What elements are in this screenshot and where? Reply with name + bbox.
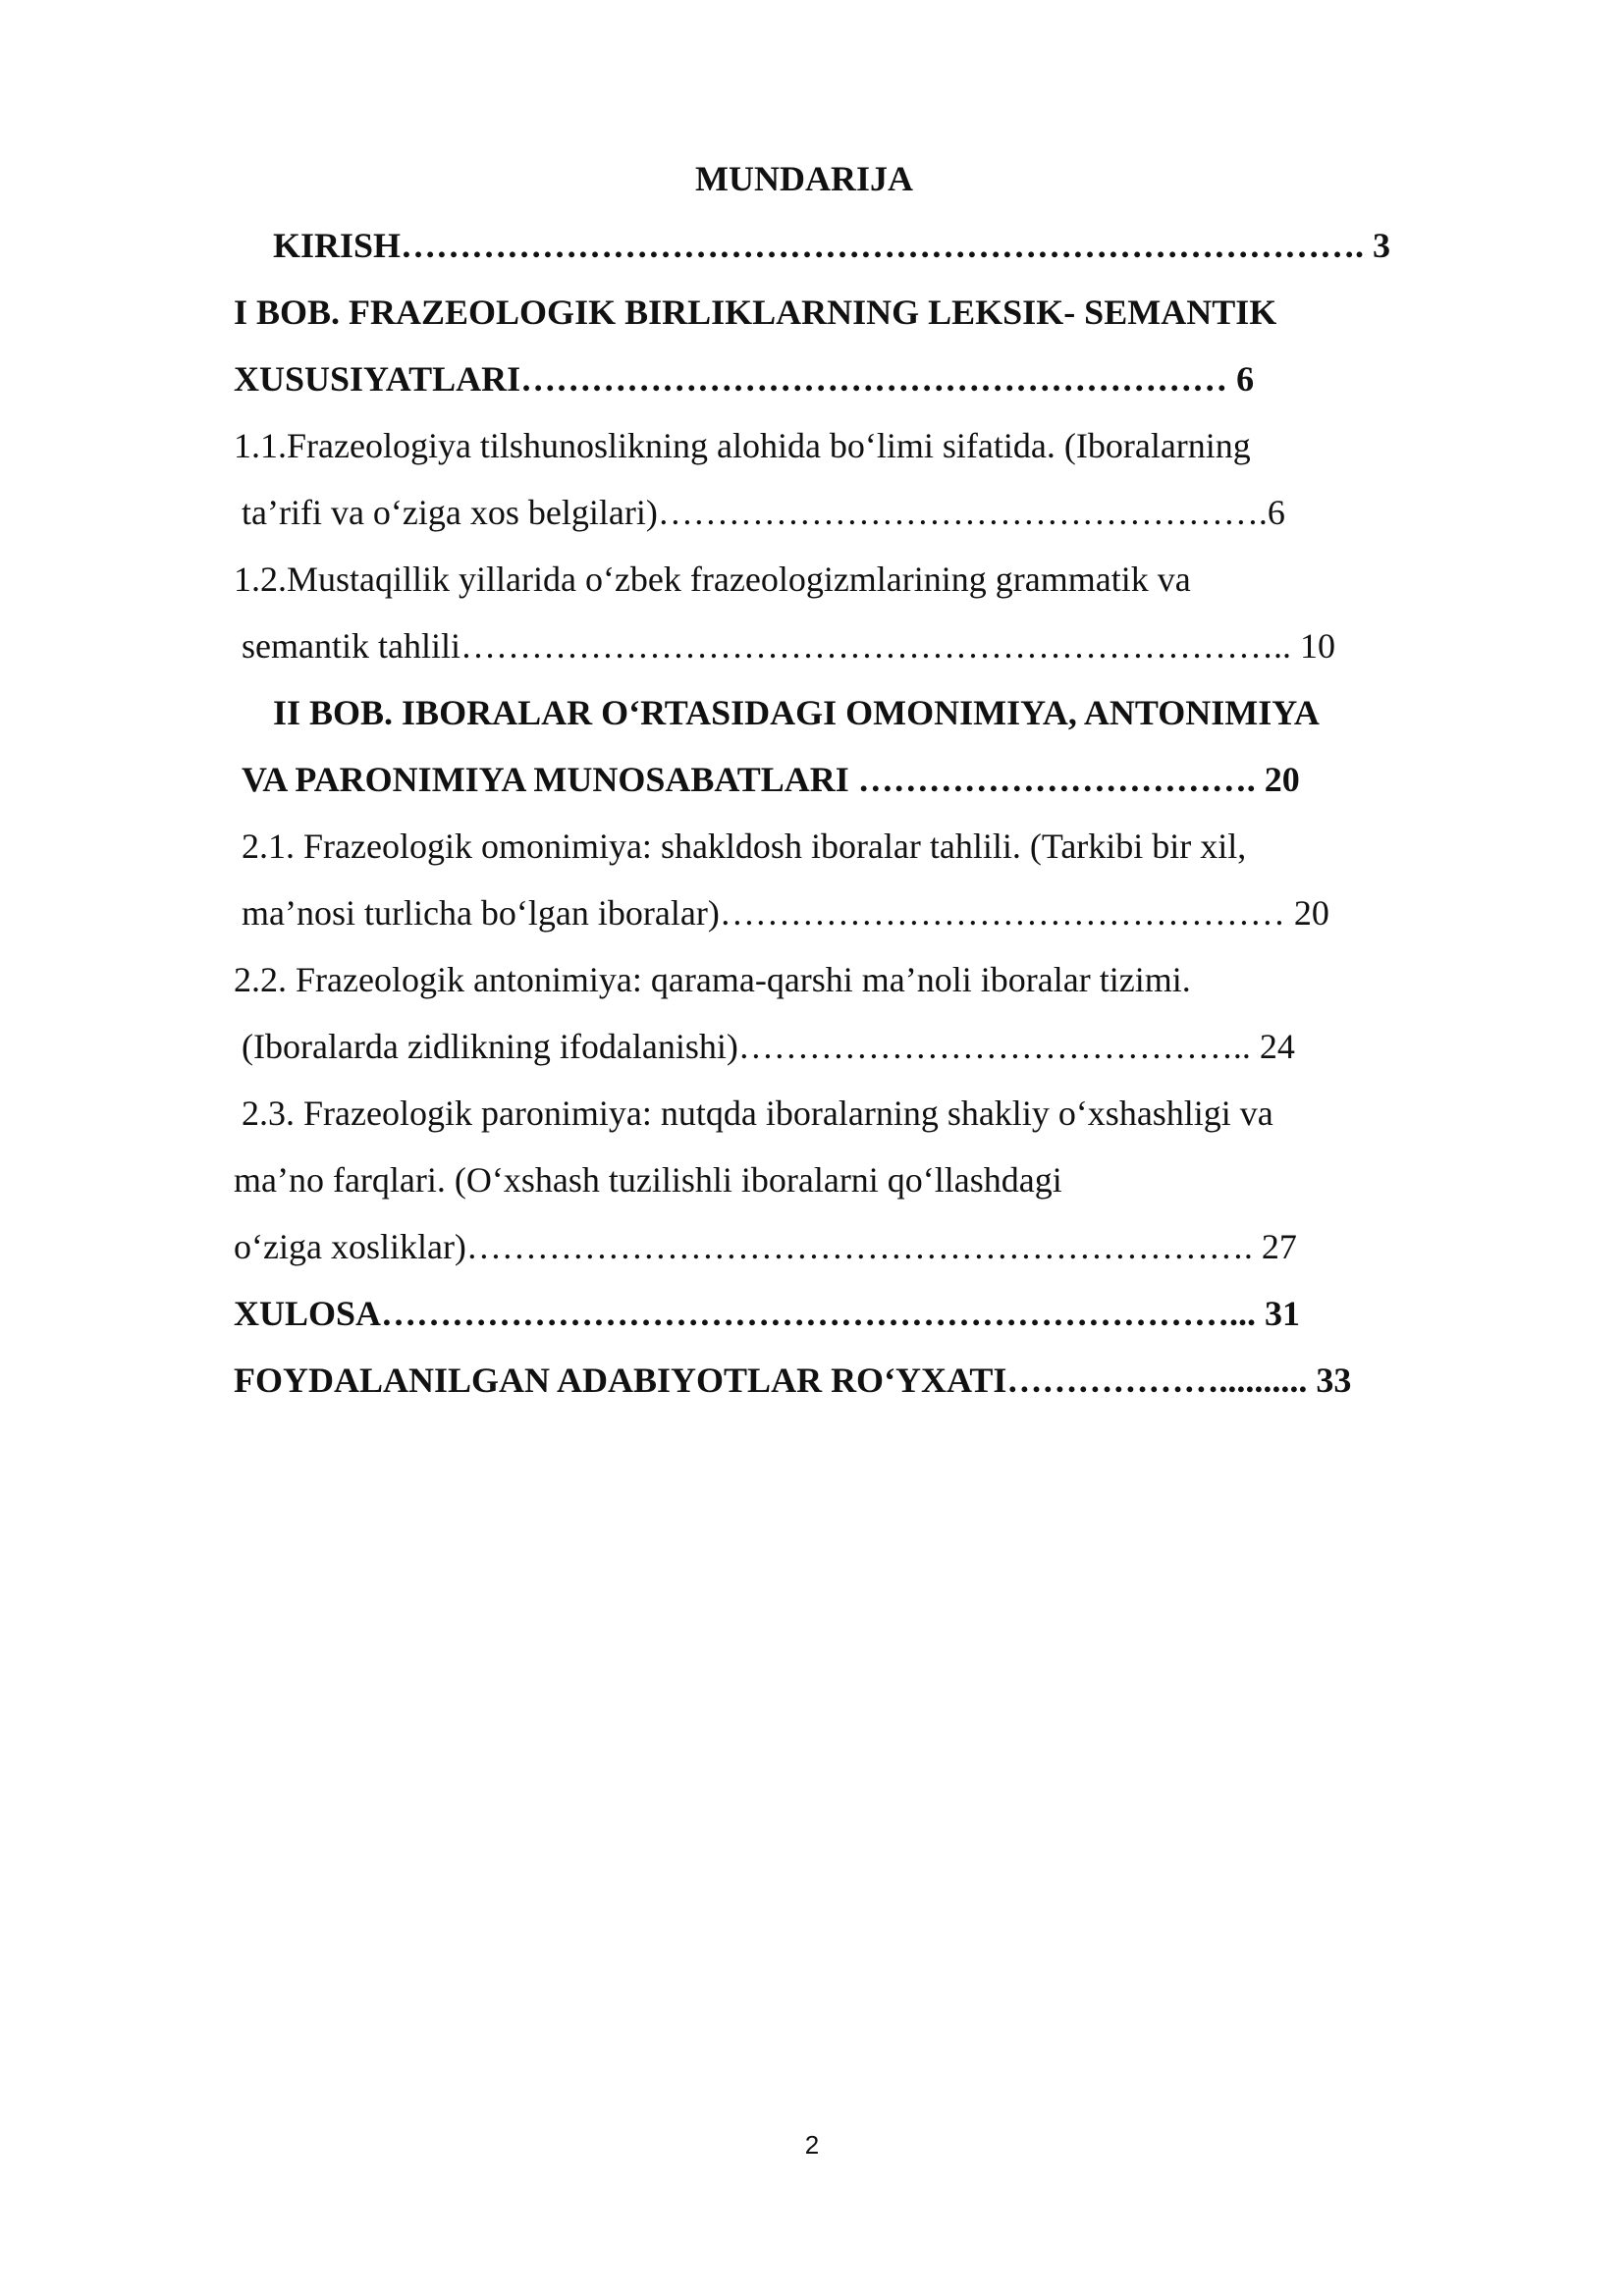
toc-section-1-2-line-2: semantik tahlili…………………………………………………………….. 10 [242,626,1335,666]
page-number: 2 [804,2130,820,2160]
toc-chapter-1-title-line-2: XUSUSIYATLARI…………………………………………………… 6 [234,359,1255,399]
toc-entry-bibliography: FOYDALANILGAN ADABIYOTLAR RO‘YXATI……………….......... 33 [234,1361,1352,1400]
toc-section-2-2-line-1: 2.2. Frazeologik antonimiya: qarama-qarshi ma’noli iboralar tizimi. [234,960,1191,999]
toc-section-2-3-line-1: 2.3. Frazeologik paronimiya: nutqda iboralarning shakliy o‘xshashligi va [242,1094,1273,1133]
toc-section-1-2-line-1: 1.2.Mustaqillik yillarida o‘zbek frazeologizmlarining grammatik va [234,560,1191,599]
toc-section-2-1-line-2: ma’nosi turlicha bo‘lgan iboralar)………………………………………… 20 [242,893,1329,933]
toc-chapter-2-title-line-2: VA PARONIMIYA MUNOSABATLARI ……………………………. 20 [242,760,1300,799]
page-title: MUNDARIJA [695,159,913,198]
toc-chapter-2-title-line-1: II BOB. IBORALAR O‘RTASIDAGI OMONIMIYA, ANTONIMIYA [273,693,1320,732]
toc-entry-xulosa: XULOSA………………………………………………………………... 31 [234,1294,1301,1333]
toc-entry-kirish: KIRISH………………………………………………………………………. 3 [273,226,1391,265]
toc-section-2-3-line-2: ma’no farqlari. (O‘xshash tuzilishli iboralarni qo‘llashdagi [234,1160,1062,1200]
toc-section-1-1-line-2: ta’rifi va o‘ziga xos belgilari)…………………………………………….6 [242,493,1285,532]
toc-section-2-3-line-3: o‘ziga xosliklar)…………………………………………………………. 27 [234,1227,1297,1266]
toc-chapter-1-title-line-1: I BOB. FRAZEOLOGIK BIRLIKLARNING LEKSIK- SEMANTIK [234,293,1277,332]
toc-section-2-1-line-1: 2.1. Frazeologik omonimiya: shakldosh iboralar tahlili. (Tarkibi bir xil, [242,827,1247,866]
toc-section-2-2-line-2: (Iboralarda zidlikning ifodalanishi)…………………………………….. 24 [242,1027,1295,1066]
toc-section-1-1-line-1: 1.1.Frazeologiya tilshunoslikning alohida bo‘limi sifatida. (Iboralarning [234,426,1251,465]
